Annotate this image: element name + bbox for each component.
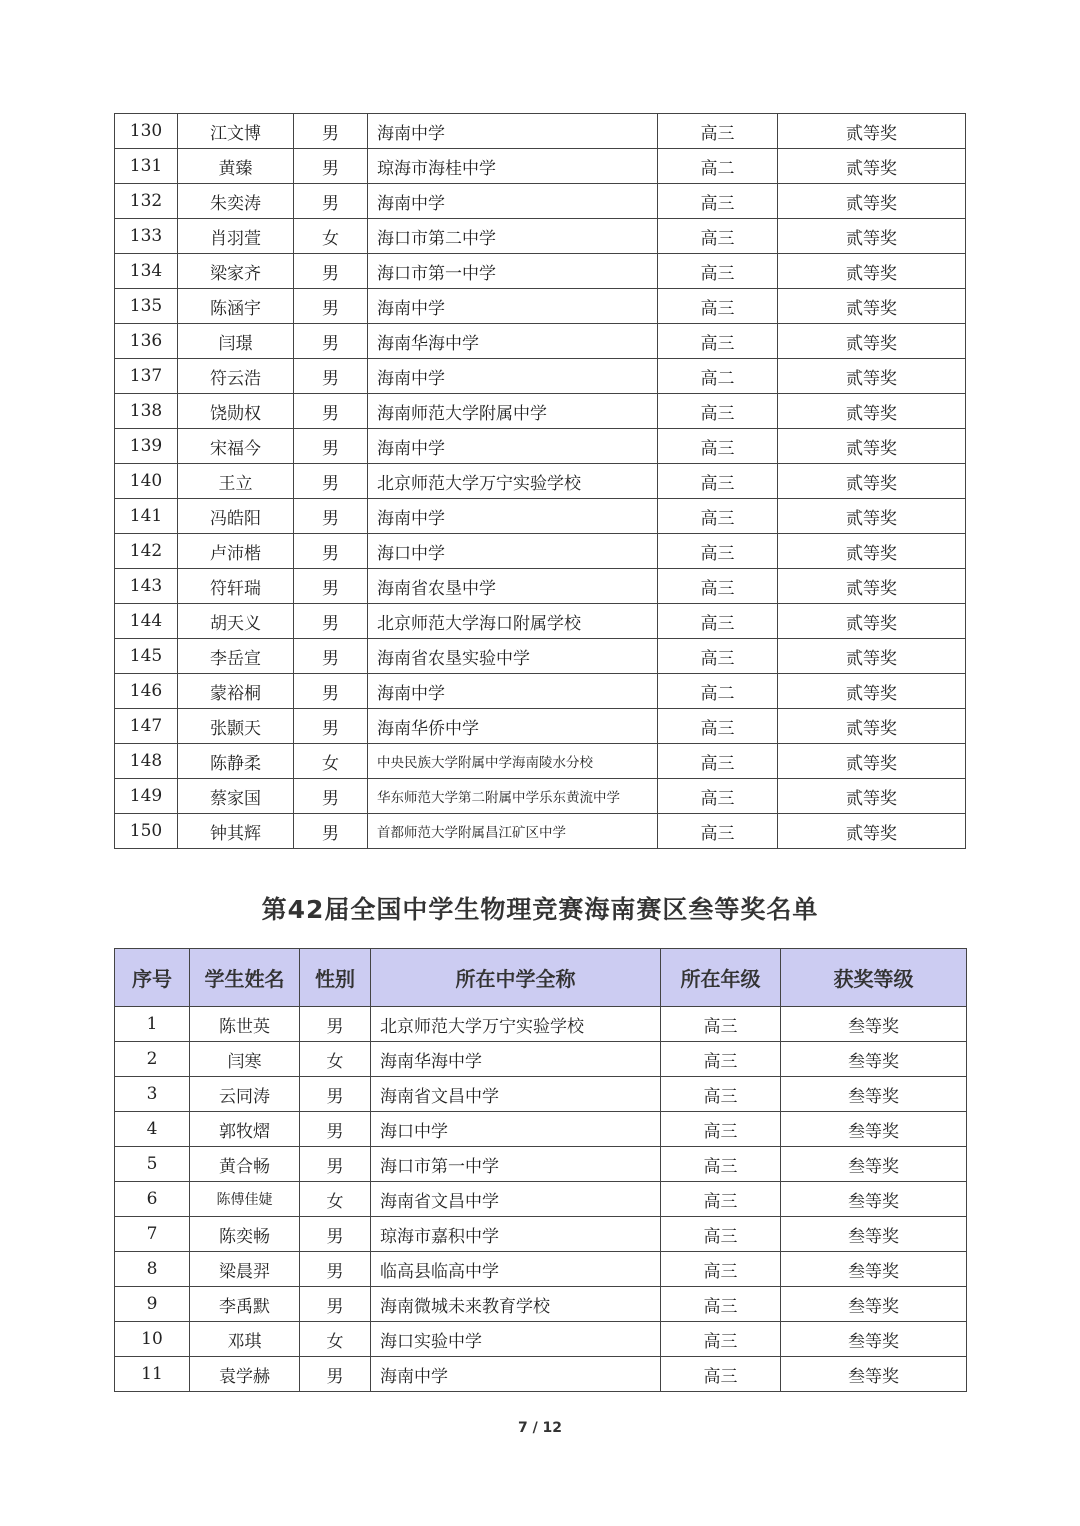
cell-grade: 高三 — [661, 1042, 781, 1077]
cell-school: 琼海市海桂中学 — [368, 149, 658, 184]
cell-school: 海南微城未来教育学校 — [371, 1287, 661, 1322]
table-row — [115, 289, 966, 324]
cell-award: 叁等奖 — [781, 1112, 967, 1147]
cell-school: 海口市第一中学 — [368, 254, 658, 289]
table-row — [115, 1252, 967, 1287]
cell-award: 贰等奖 — [778, 359, 966, 394]
second-prize-table — [114, 113, 966, 849]
cell-award: 贰等奖 — [778, 324, 966, 359]
cell-award: 叁等奖 — [781, 1077, 967, 1112]
cell-school: 中央民族大学附属中学海南陵水分校 — [368, 744, 658, 779]
cell-school: 北京师范大学海口附属学校 — [368, 604, 658, 639]
cell-name: 卢沛楷 — [178, 534, 294, 569]
cell-school: 海口中学 — [368, 534, 658, 569]
cell-school: 北京师范大学万宁实验学校 — [371, 1007, 661, 1042]
cell-school: 海南中学 — [368, 429, 658, 464]
table-row — [115, 394, 966, 429]
table-row — [115, 1042, 967, 1077]
table-row — [115, 219, 966, 254]
cell-award: 贰等奖 — [778, 499, 966, 534]
cell-gender: 男 — [294, 254, 368, 289]
cell-grade: 高三 — [661, 1322, 781, 1357]
table-row — [115, 1322, 967, 1357]
table-row — [115, 779, 966, 814]
cell-school: 海南师范大学附属中学 — [368, 394, 658, 429]
cell-award: 贰等奖 — [778, 464, 966, 499]
third-prize-table — [114, 948, 967, 1392]
cell-gender: 男 — [300, 1252, 371, 1287]
cell-name: 袁学赫 — [190, 1357, 300, 1392]
cell-gender: 男 — [294, 184, 368, 219]
cell-no: 135 — [115, 289, 178, 324]
cell-no: 150 — [115, 814, 178, 849]
cell-no: 144 — [115, 604, 178, 639]
cell-name: 陈涵宇 — [178, 289, 294, 324]
cell-school: 海口实验中学 — [371, 1322, 661, 1357]
cell-name: 黄合畅 — [190, 1147, 300, 1182]
cell-no: 149 — [115, 779, 178, 814]
cell-no: 147 — [115, 709, 178, 744]
cell-grade: 高三 — [661, 1182, 781, 1217]
table-row — [115, 569, 966, 604]
cell-school: 海口中学 — [371, 1112, 661, 1147]
cell-gender: 男 — [294, 429, 368, 464]
table-row — [115, 1217, 967, 1252]
cell-no: 130 — [115, 114, 178, 149]
cell-grade: 高三 — [661, 1287, 781, 1322]
cell-award: 叁等奖 — [781, 1252, 967, 1287]
table-row — [115, 429, 966, 464]
cell-school: 海南中学 — [368, 499, 658, 534]
table-row — [115, 499, 966, 534]
cell-school: 海南中学 — [368, 114, 658, 149]
cell-name: 宋福今 — [178, 429, 294, 464]
cell-gender: 男 — [294, 394, 368, 429]
table-row — [115, 184, 966, 219]
cell-no: 1 — [115, 1007, 190, 1042]
cell-no: 136 — [115, 324, 178, 359]
cell-grade: 高三 — [661, 1252, 781, 1287]
table-row — [115, 359, 966, 394]
cell-no: 7 — [115, 1217, 190, 1252]
cell-grade: 高二 — [658, 359, 778, 394]
cell-gender: 女 — [294, 219, 368, 254]
cell-no: 131 — [115, 149, 178, 184]
cell-gender: 男 — [300, 1077, 371, 1112]
cell-award: 叁等奖 — [781, 1007, 967, 1042]
cell-grade: 高三 — [658, 744, 778, 779]
cell-no: 139 — [115, 429, 178, 464]
cell-gender: 女 — [300, 1182, 371, 1217]
cell-award: 叁等奖 — [781, 1217, 967, 1252]
cell-school: 海口市第一中学 — [371, 1147, 661, 1182]
cell-no: 11 — [115, 1357, 190, 1392]
cell-gender: 男 — [294, 569, 368, 604]
cell-school: 海南华海中学 — [371, 1042, 661, 1077]
table-row — [115, 814, 966, 849]
cell-name: 闫璟 — [178, 324, 294, 359]
cell-award: 贰等奖 — [778, 184, 966, 219]
cell-gender: 男 — [294, 464, 368, 499]
cell-grade: 高三 — [661, 1112, 781, 1147]
table-row — [115, 604, 966, 639]
cell-award: 贰等奖 — [778, 429, 966, 464]
cell-gender: 男 — [294, 814, 368, 849]
cell-grade: 高三 — [658, 534, 778, 569]
cell-grade: 高三 — [658, 184, 778, 219]
cell-name: 蔡家国 — [178, 779, 294, 814]
cell-gender: 男 — [300, 1147, 371, 1182]
cell-name: 符轩瑞 — [178, 569, 294, 604]
table-row — [115, 254, 966, 289]
cell-award: 贰等奖 — [778, 744, 966, 779]
cell-award: 贰等奖 — [778, 814, 966, 849]
cell-award: 贰等奖 — [778, 149, 966, 184]
cell-no: 138 — [115, 394, 178, 429]
cell-award: 贰等奖 — [778, 569, 966, 604]
table-row — [115, 1357, 967, 1392]
cell-gender: 男 — [294, 604, 368, 639]
cell-gender: 男 — [300, 1112, 371, 1147]
cell-name: 江文博 — [178, 114, 294, 149]
cell-name: 张颢天 — [178, 709, 294, 744]
table-row — [115, 534, 966, 569]
cell-grade: 高三 — [661, 1357, 781, 1392]
cell-grade: 高三 — [661, 1217, 781, 1252]
cell-grade: 高三 — [661, 1077, 781, 1112]
page-number: 7 / 12 — [517, 1420, 563, 1436]
cell-award: 叁等奖 — [781, 1287, 967, 1322]
cell-grade: 高二 — [658, 674, 778, 709]
table-row — [115, 114, 966, 149]
cell-grade: 高三 — [658, 114, 778, 149]
cell-no: 3 — [115, 1077, 190, 1112]
cell-grade: 高三 — [661, 1007, 781, 1042]
second-prize-table-body — [115, 114, 966, 849]
cell-grade: 高三 — [658, 779, 778, 814]
cell-name: 陈奕畅 — [190, 1217, 300, 1252]
cell-no: 141 — [115, 499, 178, 534]
table-row — [115, 1112, 967, 1147]
header-grade: 所在年级 — [661, 949, 781, 1007]
cell-no: 132 — [115, 184, 178, 219]
cell-award: 贰等奖 — [778, 254, 966, 289]
cell-name: 邓琪 — [190, 1322, 300, 1357]
cell-grade: 高三 — [658, 639, 778, 674]
cell-grade: 高三 — [661, 1147, 781, 1182]
cell-gender: 女 — [294, 744, 368, 779]
cell-name: 李岳宣 — [178, 639, 294, 674]
cell-name: 胡天义 — [178, 604, 294, 639]
cell-grade: 高三 — [658, 394, 778, 429]
cell-name: 冯皓阳 — [178, 499, 294, 534]
cell-grade: 高三 — [658, 289, 778, 324]
cell-gender: 男 — [294, 499, 368, 534]
cell-school: 海南中学 — [368, 184, 658, 219]
third-prize-header-row — [115, 949, 967, 1007]
cell-grade: 高三 — [658, 324, 778, 359]
cell-gender: 男 — [294, 289, 368, 324]
cell-gender: 男 — [294, 779, 368, 814]
table-row — [115, 464, 966, 499]
cell-name: 李禹默 — [190, 1287, 300, 1322]
cell-award: 贰等奖 — [778, 289, 966, 324]
cell-award: 叁等奖 — [781, 1042, 967, 1077]
cell-name: 蒙裕桐 — [178, 674, 294, 709]
cell-school: 海南省农垦中学 — [368, 569, 658, 604]
cell-gender: 男 — [294, 114, 368, 149]
cell-no: 133 — [115, 219, 178, 254]
cell-gender: 男 — [294, 149, 368, 184]
cell-school: 临高县临高中学 — [371, 1252, 661, 1287]
cell-gender: 男 — [300, 1007, 371, 1042]
cell-name: 郭牧熠 — [190, 1112, 300, 1147]
cell-no: 145 — [115, 639, 178, 674]
header-school: 所在中学全称 — [371, 949, 661, 1007]
cell-no: 134 — [115, 254, 178, 289]
cell-award: 贰等奖 — [778, 674, 966, 709]
cell-no: 140 — [115, 464, 178, 499]
cell-gender: 男 — [300, 1287, 371, 1322]
cell-grade: 高三 — [658, 709, 778, 744]
cell-no: 6 — [115, 1182, 190, 1217]
table-row — [115, 709, 966, 744]
table-row — [115, 674, 966, 709]
table-row — [115, 1287, 967, 1322]
cell-award: 贰等奖 — [778, 779, 966, 814]
header-name: 学生姓名 — [190, 949, 300, 1007]
cell-gender: 女 — [300, 1042, 371, 1077]
cell-school: 北京师范大学万宁实验学校 — [368, 464, 658, 499]
table-row — [115, 324, 966, 359]
cell-grade: 高三 — [658, 569, 778, 604]
table-row — [115, 149, 966, 184]
cell-no: 8 — [115, 1252, 190, 1287]
cell-no: 4 — [115, 1112, 190, 1147]
cell-name: 云同涛 — [190, 1077, 300, 1112]
third-prize-table-body — [115, 1007, 967, 1392]
cell-grade: 高三 — [658, 254, 778, 289]
cell-school: 海南中学 — [371, 1357, 661, 1392]
cell-gender: 男 — [294, 674, 368, 709]
cell-grade: 高三 — [658, 499, 778, 534]
cell-award: 叁等奖 — [781, 1322, 967, 1357]
cell-name: 黄臻 — [178, 149, 294, 184]
cell-grade: 高三 — [658, 464, 778, 499]
table-row — [115, 639, 966, 674]
cell-name: 王立 — [178, 464, 294, 499]
cell-school: 海南中学 — [368, 289, 658, 324]
cell-name: 朱奕涛 — [178, 184, 294, 219]
cell-school: 海南中学 — [368, 359, 658, 394]
cell-grade: 高三 — [658, 429, 778, 464]
cell-award: 贰等奖 — [778, 709, 966, 744]
cell-grade: 高三 — [658, 814, 778, 849]
cell-gender: 女 — [300, 1322, 371, 1357]
cell-award: 叁等奖 — [781, 1357, 967, 1392]
third-prize-title: 第42届全国中学生物理竞赛海南赛区叁等奖名单 — [261, 895, 819, 924]
cell-no: 137 — [115, 359, 178, 394]
cell-grade: 高二 — [658, 149, 778, 184]
cell-no: 10 — [115, 1322, 190, 1357]
cell-name: 肖羽萱 — [178, 219, 294, 254]
table-row — [115, 1077, 967, 1112]
cell-school: 海南华侨中学 — [368, 709, 658, 744]
cell-gender: 男 — [300, 1217, 371, 1252]
table-row — [115, 744, 966, 779]
cell-award: 贰等奖 — [778, 394, 966, 429]
cell-gender: 男 — [294, 639, 368, 674]
cell-school: 海南中学 — [368, 674, 658, 709]
cell-school: 海南华海中学 — [368, 324, 658, 359]
cell-school: 海口市第二中学 — [368, 219, 658, 254]
cell-award: 贰等奖 — [778, 604, 966, 639]
cell-no: 148 — [115, 744, 178, 779]
cell-award: 贰等奖 — [778, 534, 966, 569]
cell-name: 陈傅佳婕 — [190, 1182, 300, 1217]
cell-no: 2 — [115, 1042, 190, 1077]
cell-name: 梁家齐 — [178, 254, 294, 289]
header-award: 获奖等级 — [781, 949, 967, 1007]
cell-gender: 男 — [294, 359, 368, 394]
cell-gender: 男 — [294, 534, 368, 569]
cell-school: 海南省文昌中学 — [371, 1182, 661, 1217]
cell-school: 海南省农垦实验中学 — [368, 639, 658, 674]
cell-no: 9 — [115, 1287, 190, 1322]
cell-name: 饶勋权 — [178, 394, 294, 429]
cell-gender: 男 — [294, 324, 368, 359]
cell-no: 146 — [115, 674, 178, 709]
cell-gender: 男 — [300, 1357, 371, 1392]
cell-school: 琼海市嘉积中学 — [371, 1217, 661, 1252]
table-row — [115, 1182, 967, 1217]
table-row — [115, 1147, 967, 1182]
cell-award: 贰等奖 — [778, 219, 966, 254]
cell-award: 贰等奖 — [778, 114, 966, 149]
header-no: 序号 — [115, 949, 190, 1007]
cell-grade: 高三 — [658, 604, 778, 639]
header-gender: 性别 — [300, 949, 371, 1007]
cell-name: 陈世英 — [190, 1007, 300, 1042]
cell-no: 5 — [115, 1147, 190, 1182]
cell-award: 叁等奖 — [781, 1147, 967, 1182]
cell-award: 贰等奖 — [778, 639, 966, 674]
cell-school: 华东师范大学第二附属中学乐东黄流中学 — [368, 779, 658, 814]
cell-name: 梁晨羿 — [190, 1252, 300, 1287]
cell-name: 陈静柔 — [178, 744, 294, 779]
cell-name: 闫寒 — [190, 1042, 300, 1077]
cell-award: 叁等奖 — [781, 1182, 967, 1217]
cell-school: 海南省文昌中学 — [371, 1077, 661, 1112]
cell-name: 钟其辉 — [178, 814, 294, 849]
cell-no: 143 — [115, 569, 178, 604]
cell-school: 首都师范大学附属昌江矿区中学 — [368, 814, 658, 849]
cell-gender: 男 — [294, 709, 368, 744]
table-row — [115, 1007, 967, 1042]
cell-name: 符云浩 — [178, 359, 294, 394]
cell-no: 142 — [115, 534, 178, 569]
cell-grade: 高三 — [658, 219, 778, 254]
